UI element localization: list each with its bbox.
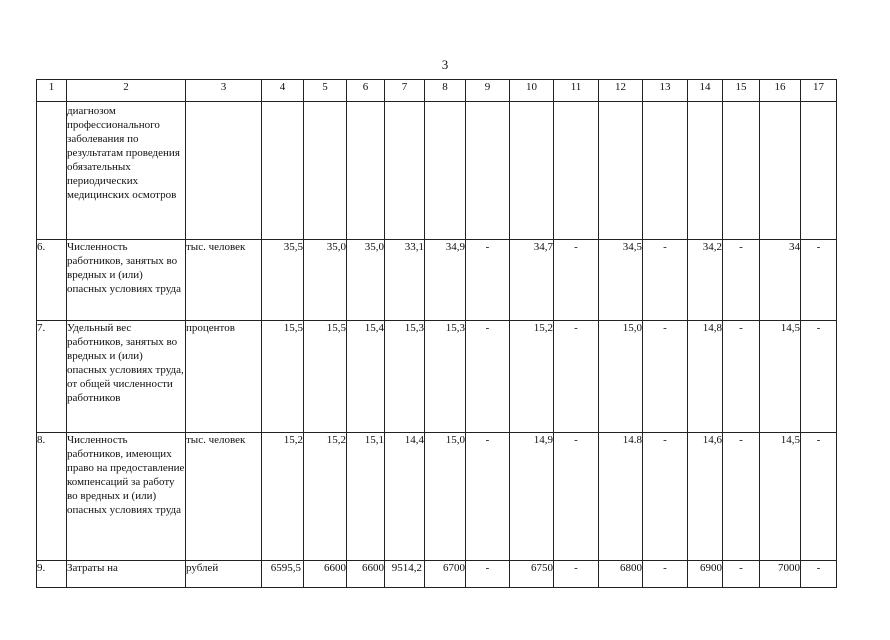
value-cell: 7000 — [760, 561, 801, 588]
table-row — [37, 321, 837, 433]
value-cell: 33,1 — [385, 240, 425, 321]
value-cell: 6900 — [688, 561, 723, 588]
indicator-table — [36, 79, 837, 588]
value-cell: - — [643, 240, 688, 321]
value-cell: 34 — [760, 240, 801, 321]
value-cell: 34,9 — [425, 240, 466, 321]
value-cell — [385, 102, 425, 240]
column-header: 3 — [186, 80, 262, 102]
column-number-row — [37, 80, 837, 102]
value-cell: 14,9 — [510, 433, 554, 561]
value-cell: 34,7 — [510, 240, 554, 321]
unit-cell: тыс. человек — [186, 240, 262, 321]
value-cell: 15,4 — [347, 321, 385, 433]
column-header: 13 — [643, 80, 688, 102]
table-row — [37, 561, 837, 588]
value-cell — [425, 102, 466, 240]
value-cell: 34,2 — [688, 240, 723, 321]
value-cell: 6600 — [347, 561, 385, 588]
unit-cell: рублей — [186, 561, 262, 588]
row-number: 7. — [37, 321, 67, 433]
page-number: 3 — [441, 57, 449, 72]
value-cell: - — [801, 321, 837, 433]
value-cell: - — [554, 433, 599, 561]
column-header: 17 — [801, 80, 837, 102]
value-cell: 15,0 — [425, 433, 466, 561]
value-cell — [723, 102, 760, 240]
value-cell: 6750 — [510, 561, 554, 588]
column-header: 5 — [304, 80, 347, 102]
value-cell: - — [801, 561, 837, 588]
value-cell: - — [801, 240, 837, 321]
column-header: 15 — [723, 80, 760, 102]
indicator-name: Удельный вес работников, занятых во вредных и (или) опасных условиях труда, от общей численности работников — [67, 321, 186, 433]
value-cell: 9514,2 — [385, 561, 425, 588]
value-cell: - — [554, 240, 599, 321]
column-header: 11 — [554, 80, 599, 102]
table-row — [37, 433, 837, 561]
column-header: 4 — [262, 80, 304, 102]
value-cell: 14,6 — [688, 433, 723, 561]
value-cell — [760, 102, 801, 240]
row-number — [37, 102, 67, 240]
indicator-name: Численность работников, занятых во вредных и (или) опасных условиях труда — [67, 240, 186, 321]
value-cell: - — [723, 321, 760, 433]
indicator-name: Затраты на — [67, 561, 186, 588]
value-cell: 14,5 — [760, 321, 801, 433]
value-cell: 15,2 — [262, 433, 304, 561]
value-cell: - — [466, 561, 510, 588]
column-header: 14 — [688, 80, 723, 102]
value-cell: 34,5 — [599, 240, 643, 321]
value-cell — [688, 102, 723, 240]
value-cell — [347, 102, 385, 240]
row-number: 8. — [37, 433, 67, 561]
value-cell: 6800 — [599, 561, 643, 588]
value-cell: 14,5 — [760, 433, 801, 561]
value-cell: 6595,5 — [262, 561, 304, 588]
value-cell — [304, 102, 347, 240]
unit-cell: процентов — [186, 321, 262, 433]
value-cell: 15,5 — [262, 321, 304, 433]
indicator-name: диагнозом профессионального заболевания по результатам проведения обязательных периодических медицинских осмотров — [67, 102, 186, 240]
value-cell: 15,2 — [304, 433, 347, 561]
column-header: 16 — [760, 80, 801, 102]
value-cell — [554, 102, 599, 240]
table-row — [37, 240, 837, 321]
row-number: 9. — [37, 561, 67, 588]
row-number: 6. — [37, 240, 67, 321]
value-cell: - — [723, 561, 760, 588]
value-cell: - — [466, 240, 510, 321]
value-cell — [262, 102, 304, 240]
value-cell: 35,0 — [304, 240, 347, 321]
value-cell: 35,5 — [262, 240, 304, 321]
value-cell: 15,1 — [347, 433, 385, 561]
value-cell — [510, 102, 554, 240]
value-cell: 6600 — [304, 561, 347, 588]
value-cell: - — [643, 561, 688, 588]
value-cell: - — [643, 433, 688, 561]
value-cell: 14.8 — [599, 433, 643, 561]
value-cell: - — [466, 321, 510, 433]
value-cell: 15,2 — [510, 321, 554, 433]
value-cell: - — [801, 433, 837, 561]
column-header: 8 — [425, 80, 466, 102]
value-cell: 14,4 — [385, 433, 425, 561]
unit-cell — [186, 102, 262, 240]
value-cell — [801, 102, 837, 240]
column-header: 1 — [37, 80, 67, 102]
indicator-name: Численность работников, имеющих право на предоставление компенсаций за работу во вредных и (или) опасных условиях труда — [67, 433, 186, 561]
value-cell: 15,3 — [385, 321, 425, 433]
value-cell: - — [554, 321, 599, 433]
column-header: 9 — [466, 80, 510, 102]
value-cell: - — [466, 433, 510, 561]
column-header: 12 — [599, 80, 643, 102]
value-cell — [466, 102, 510, 240]
value-cell: - — [723, 433, 760, 561]
column-header: 7 — [385, 80, 425, 102]
column-header: 6 — [347, 80, 385, 102]
value-cell: 15,5 — [304, 321, 347, 433]
value-cell: 14,8 — [688, 321, 723, 433]
value-cell: - — [554, 561, 599, 588]
value-cell: 15,0 — [599, 321, 643, 433]
value-cell — [599, 102, 643, 240]
value-cell: 35,0 — [347, 240, 385, 321]
column-header: 2 — [67, 80, 186, 102]
column-header: 10 — [510, 80, 554, 102]
value-cell: 15,3 — [425, 321, 466, 433]
unit-cell: тыс. человек — [186, 433, 262, 561]
value-cell: 6700 — [425, 561, 466, 588]
table-row — [37, 102, 837, 240]
value-cell: - — [723, 240, 760, 321]
value-cell: - — [643, 321, 688, 433]
value-cell — [643, 102, 688, 240]
